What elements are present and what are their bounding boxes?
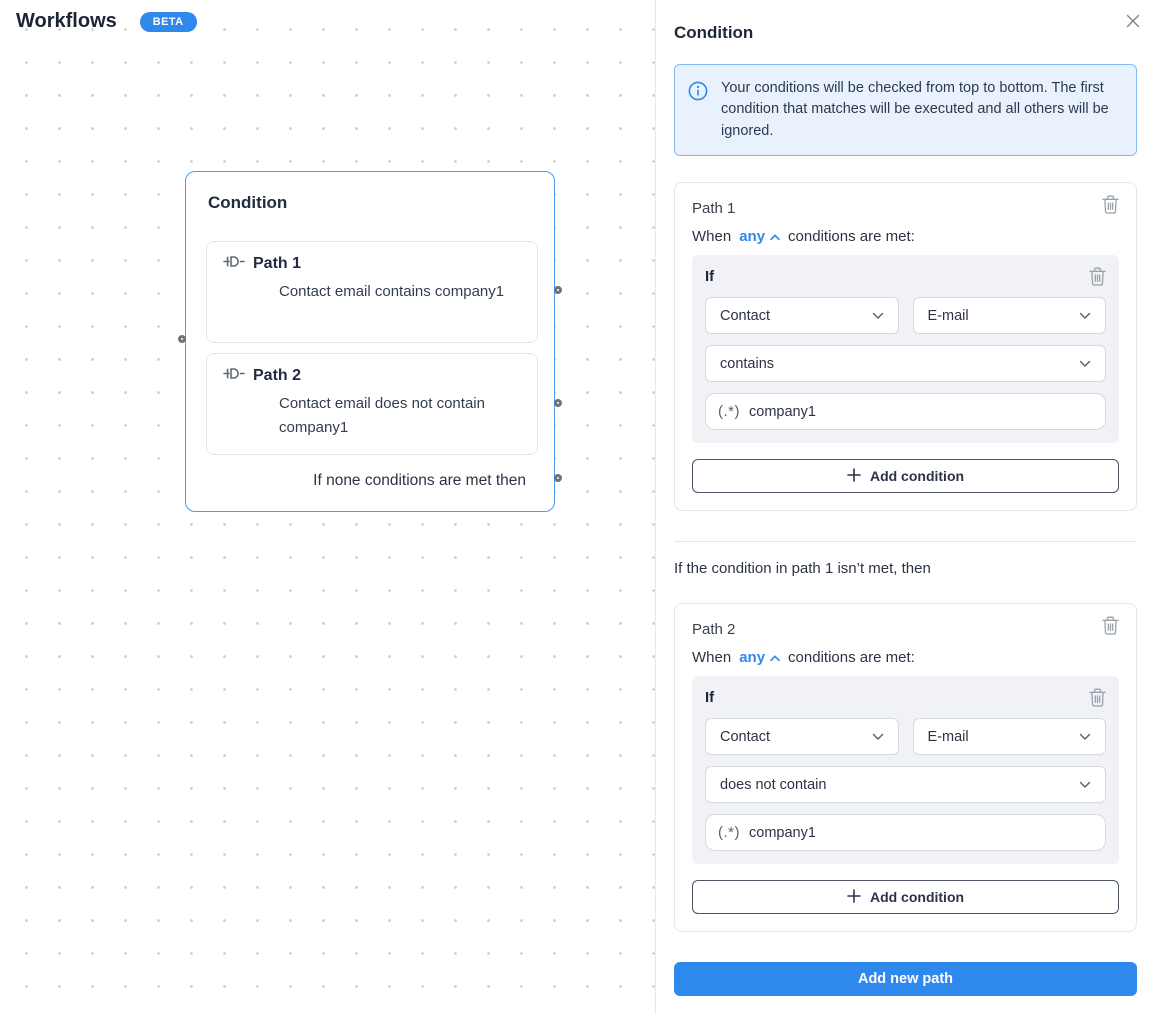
canvas-header	[16, 10, 197, 33]
plus-icon	[847, 468, 861, 485]
fallback-output-connector-dot[interactable]	[554, 474, 562, 482]
condition-value-input[interactable]	[749, 825, 1093, 841]
entity-select-value: Contact	[720, 728, 770, 745]
regex-icon: (.*)	[718, 824, 740, 842]
info-banner	[674, 64, 1137, 156]
entity-select[interactable]	[705, 297, 899, 334]
path-2-title: Path 2	[692, 621, 736, 639]
operator-select[interactable]	[705, 345, 1106, 382]
chevron-down-icon	[872, 308, 884, 324]
when-prefix-text: When	[692, 649, 732, 667]
condition-group	[692, 255, 1119, 443]
trash-icon	[1102, 202, 1119, 217]
panel-title: Condition	[674, 23, 754, 42]
operator-select-value: contains	[720, 355, 775, 372]
add-condition-button[interactable]	[692, 459, 1119, 493]
chevron-up-icon	[770, 228, 780, 245]
condition-node-title: Condition	[208, 193, 288, 212]
add-condition-label: Add condition	[869, 889, 965, 906]
condition-group	[692, 676, 1119, 864]
field-select[interactable]	[913, 718, 1107, 755]
when-prefix-text: When	[692, 228, 732, 246]
operator-select-value: does not contain	[720, 776, 827, 793]
field-select-value: E-mail	[927, 307, 969, 324]
node-path-2-label: Path 2	[253, 367, 302, 384]
if-label: If	[705, 268, 715, 286]
chevron-down-icon	[1079, 308, 1091, 324]
trash-icon	[1102, 623, 1119, 638]
path-1-settings-card	[674, 182, 1137, 511]
info-banner-text: Your conditions will be checked from top to bottom. The first condition that matches will be executed and all others will be ignored.	[721, 80, 1109, 139]
condition-node[interactable]	[185, 171, 555, 512]
entity-select[interactable]	[705, 718, 899, 755]
branch-icon	[223, 254, 245, 274]
condition-settings-panel	[655, 0, 1155, 1014]
node-path-1-label: Path 1	[253, 255, 302, 272]
match-mode-value: any	[739, 228, 766, 246]
delete-path-1-button[interactable]	[1102, 195, 1119, 214]
trash-icon	[1089, 274, 1106, 289]
entity-select-value: Contact	[720, 307, 770, 324]
path-1-output-connector-dot[interactable]	[554, 286, 562, 294]
field-select[interactable]	[913, 297, 1107, 334]
delete-path-2-button[interactable]	[1102, 616, 1119, 635]
when-suffix-text: conditions are met:	[788, 649, 915, 667]
node-path-2-description: Contact email does not contain company1	[279, 395, 485, 436]
section-divider	[674, 541, 1137, 542]
delete-condition-button[interactable]	[1089, 267, 1106, 286]
match-mode-selector[interactable]	[739, 649, 780, 666]
value-input-wrap	[705, 814, 1106, 851]
chevron-down-icon	[1079, 729, 1091, 745]
match-mode-selector[interactable]	[739, 228, 780, 245]
node-path-2-card[interactable]	[206, 353, 538, 455]
path-2-output-connector-dot[interactable]	[554, 399, 562, 407]
plus-icon	[847, 889, 861, 906]
node-path-1-card[interactable]	[206, 241, 538, 343]
operator-select[interactable]	[705, 766, 1106, 803]
value-input-wrap	[705, 393, 1106, 430]
input-connector-dot[interactable]	[178, 335, 186, 343]
if-label: If	[705, 689, 715, 707]
match-mode-value: any	[739, 649, 766, 667]
between-paths-text: If the condition in path 1 isn’t met, then	[674, 560, 931, 578]
node-path-1-description: Contact email contains company1	[279, 283, 505, 300]
chevron-up-icon	[770, 649, 780, 666]
close-icon	[1125, 13, 1141, 32]
add-condition-button[interactable]	[692, 880, 1119, 914]
close-panel-button[interactable]	[1123, 12, 1143, 32]
condition-value-input[interactable]	[749, 404, 1093, 420]
chevron-down-icon	[872, 729, 884, 745]
field-select-value: E-mail	[927, 728, 969, 745]
beta-badge: BETA	[140, 12, 197, 32]
page-title: Workflows	[16, 10, 117, 32]
regex-icon: (.*)	[718, 403, 740, 421]
branch-icon	[223, 366, 245, 386]
path-1-title: Path 1	[692, 200, 736, 218]
delete-condition-button[interactable]	[1089, 688, 1106, 707]
when-suffix-text: conditions are met:	[788, 228, 915, 246]
trash-icon	[1089, 695, 1106, 710]
chevron-down-icon	[1079, 356, 1091, 372]
path-2-settings-card	[674, 603, 1137, 932]
add-new-path-button[interactable]: Add new path	[674, 962, 1137, 996]
add-condition-label: Add condition	[869, 468, 965, 485]
info-icon	[688, 81, 708, 142]
chevron-down-icon	[1079, 777, 1091, 793]
node-fallback-label: If none conditions are met then	[313, 472, 526, 489]
